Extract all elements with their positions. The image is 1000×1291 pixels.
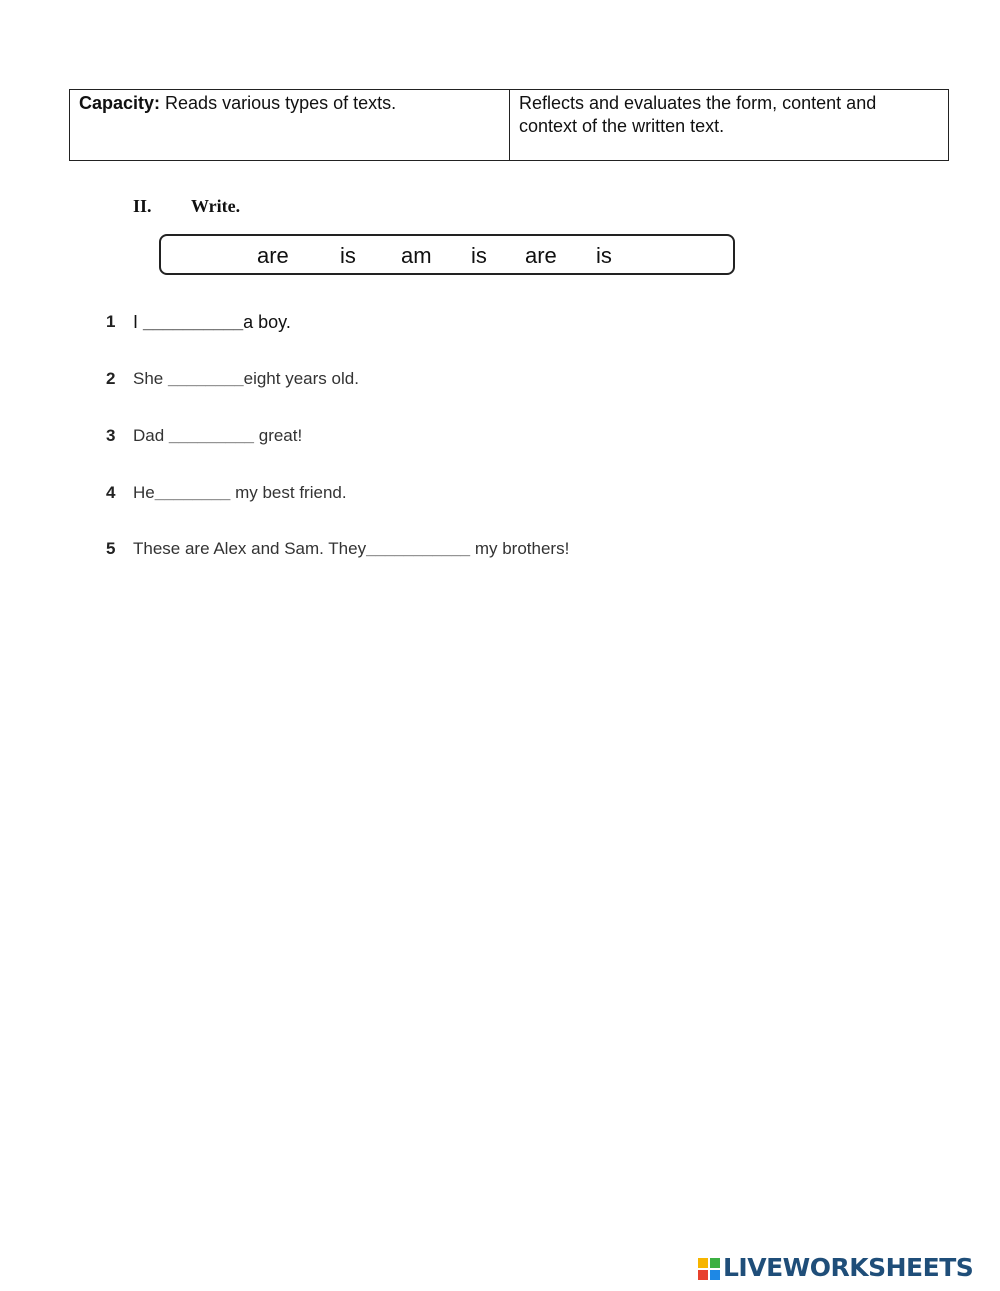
question-after: my best friend. [230, 483, 347, 502]
question-after: eight years old. [243, 369, 359, 388]
word-bank-item: are [257, 243, 289, 268]
word-bank-item: is [471, 243, 487, 268]
question-text [133, 539, 569, 559]
answer-blank[interactable]: ________ [154, 483, 231, 502]
evaluation-cell [510, 90, 949, 161]
question-after: my brothers! [470, 539, 570, 558]
question-text [133, 369, 359, 389]
answer-blank[interactable]: _________ [168, 426, 255, 445]
question-text [133, 312, 291, 333]
question-text [133, 426, 302, 446]
logo-block [710, 1258, 720, 1268]
question-number: 3 [106, 426, 116, 445]
question-number: 2 [106, 369, 116, 388]
question-before: She [133, 369, 168, 388]
logo-block [698, 1258, 708, 1268]
capacity-text: Reads various types of texts. [160, 93, 397, 113]
logo-block [710, 1270, 720, 1280]
question-after: a boy. [243, 312, 291, 332]
question-before: Dad [133, 426, 169, 445]
capacity-table [69, 89, 949, 161]
question-number: 1 [106, 312, 116, 331]
evaluation-text: Reflects and evaluates the form, content and context of the written text. [519, 93, 877, 136]
word-bank [159, 234, 735, 275]
word-bank-item: are [525, 243, 557, 268]
answer-blank[interactable]: ________ [167, 369, 244, 388]
logo-block [698, 1270, 708, 1280]
section-number: II. [133, 196, 152, 216]
question-number: 5 [106, 539, 116, 558]
question-before: These are Alex and Sam. They [133, 539, 367, 558]
logo-text: LIVEWORKSHEETS [723, 1253, 974, 1282]
section-heading [133, 196, 240, 217]
capacity-label: Capacity: [79, 93, 161, 113]
question-before: He [133, 483, 155, 502]
logo-blocks-icon [698, 1258, 720, 1280]
question-text [133, 483, 347, 503]
word-bank-item: is [340, 243, 356, 268]
answer-blank[interactable]: ___________ [366, 539, 471, 558]
answer-blank[interactable]: __________ [143, 312, 244, 332]
section-title: Write. [191, 196, 241, 216]
word-bank-item: is [596, 243, 612, 268]
question-number: 4 [106, 483, 116, 502]
word-bank-item: am [401, 243, 432, 268]
capacity-cell [70, 90, 510, 161]
question-after: great! [254, 426, 303, 445]
question-before: I [133, 312, 144, 332]
